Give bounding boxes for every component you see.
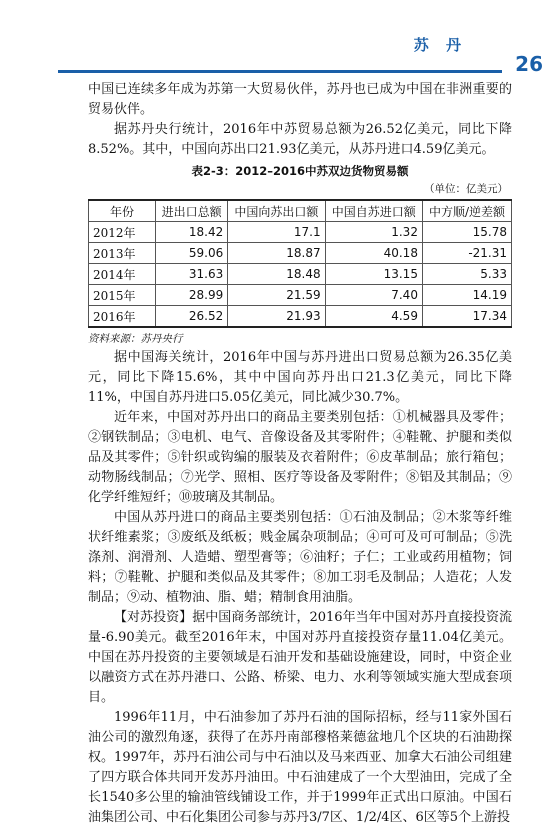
table-cell: 2016年 xyxy=(89,306,156,328)
paragraph-1: 中国已连续多年成为苏第一大贸易伙伴，苏丹也已成为中国在非洲重要的贸易伙伴。 xyxy=(88,82,512,117)
page-number: 26 xyxy=(515,52,543,76)
table-cell: 59.06 xyxy=(156,243,228,264)
table-cell: 2012年 xyxy=(89,222,156,243)
page-header xyxy=(0,0,559,76)
table-cell: 1.32 xyxy=(325,222,422,243)
table-header-row xyxy=(89,200,512,222)
table-cell: 17.1 xyxy=(228,222,325,243)
col-header-import: 中国自苏进口额 xyxy=(325,200,422,222)
table-source: 资料来源：苏丹央行 xyxy=(88,333,183,345)
paragraph-3: 据中国海关统计，2016年中国与苏丹进出口贸易总额为26.35亿美元，同比下降15.6%，其中中国向苏丹出口21.3亿美元，同比下降11%，中国自苏丹进口5.05亿美元，同比减少30.7%。 xyxy=(88,350,512,405)
paragraph-5: 中国从苏丹进口的商品主要类别包括：①石油及制品；②木浆等纤维状纤维素浆；③废纸及纸板；贱金属杂项制品；④可可及可可制品；⑤洗涤剂、润滑剂、人造蜡、塑型膏等；⑥油籽；子仁；工业或药用植物；饲料；⑦鞋靴、护腿和类似品及其零件；⑧加工羽毛及制品；人造花；人发制品；⑨动、植物油、脂、蜡；精制食用油脂。 xyxy=(88,510,512,605)
table-cell: -21.31 xyxy=(422,243,511,264)
table-cell: 17.34 xyxy=(422,306,511,328)
table-cell: 5.33 xyxy=(422,264,511,285)
paragraph-6 xyxy=(88,608,512,708)
table-title: 表2-3：2012–2016中苏双边货物贸易额 xyxy=(191,164,409,178)
paragraph-4: 近年来，中国对苏丹出口的商品主要类别包括：①机械器具及零件；②钢铁制品；③电机、电气、音像设备及其零附件；④鞋靴、护腿和类似品及其零件；⑤针织或钩编的服装及衣着附件；⑥皮革制品；旅行箱包；动物肠线制品；⑦光学、照相、医疗等设备及零附件；⑧铝及其制品；⑨化学纤维短纤；⑩玻璃及其制品。 xyxy=(88,410,512,505)
table-cell: 4.59 xyxy=(325,306,422,328)
table-unit: （单位：亿美元） xyxy=(424,183,508,195)
col-header-export: 中国向苏出口额 xyxy=(228,200,325,222)
table-row xyxy=(89,264,512,285)
table-cell: 13.15 xyxy=(325,264,422,285)
table-cell: 21.93 xyxy=(228,306,325,328)
table-row xyxy=(89,285,512,306)
header-rule xyxy=(58,70,502,73)
table-cell: 18.48 xyxy=(228,264,325,285)
paragraph-7: 1996年11月，中石油参加了苏丹石油的国际招标，经与11家外国石油公司的激烈角逐，获得了在苏丹南部穆格莱德盆地几个区块的石油勘探权。1997年，苏丹石油公司与中石油以及马来西亚、加拿大石油公司组建了四方联合体共同开发苏丹油田。中石油建成了一个大型油田，完成了全长1540多公里的输油管线铺设工作，并于1999年正式出口原油。中国石油集团公司、中石化集团公司参与苏丹3/7区、1/2/4区、6区等5个上游投 xyxy=(88,710,512,825)
section-title: 苏 丹 xyxy=(413,36,467,54)
table-cell: 2015年 xyxy=(89,285,156,306)
table-cell: 31.63 xyxy=(156,264,228,285)
col-header-total: 进出口总额 xyxy=(156,200,228,222)
table-cell: 28.99 xyxy=(156,285,228,306)
table-cell: 21.59 xyxy=(228,285,325,306)
section-label-investment: 【对苏投资】 xyxy=(114,610,193,625)
table-cell: 15.78 xyxy=(422,222,511,243)
table-cell: 2014年 xyxy=(89,264,156,285)
table-cell: 18.87 xyxy=(228,243,325,264)
table-row xyxy=(89,222,512,243)
table-row xyxy=(89,243,512,264)
trade-table xyxy=(88,199,512,328)
col-header-balance: 中方顺/逆差额 xyxy=(422,200,511,222)
table-row xyxy=(89,306,512,328)
paragraph-2: 据苏丹央行统计，2016年中苏贸易总额为26.52亿美元，同比下降8.52%。其中，中国向苏出口21.93亿美元，从苏丹进口4.59亿美元。 xyxy=(88,122,512,157)
table-cell: 7.40 xyxy=(325,285,422,306)
table-cell: 26.52 xyxy=(156,306,228,328)
table-cell: 18.42 xyxy=(156,222,228,243)
table-cell: 2013年 xyxy=(89,243,156,264)
table-cell: 40.18 xyxy=(325,243,422,264)
page-body xyxy=(88,80,512,828)
paragraph-6-text: 据中国商务部统计，2016年当年中国对苏丹直接投资流量-6.90美元。截至2016年末，中国对苏丹直接投资存量11.04亿美元。中国在苏丹投资的主要领域是石油开发和基础设施建设，同时，中资企业以融资方式在苏丹港口、公路、桥梁、电力、水利等领域实施大型成套项目。 xyxy=(88,610,512,705)
table-cell: 14.19 xyxy=(422,285,511,306)
col-header-year: 年份 xyxy=(89,200,156,222)
